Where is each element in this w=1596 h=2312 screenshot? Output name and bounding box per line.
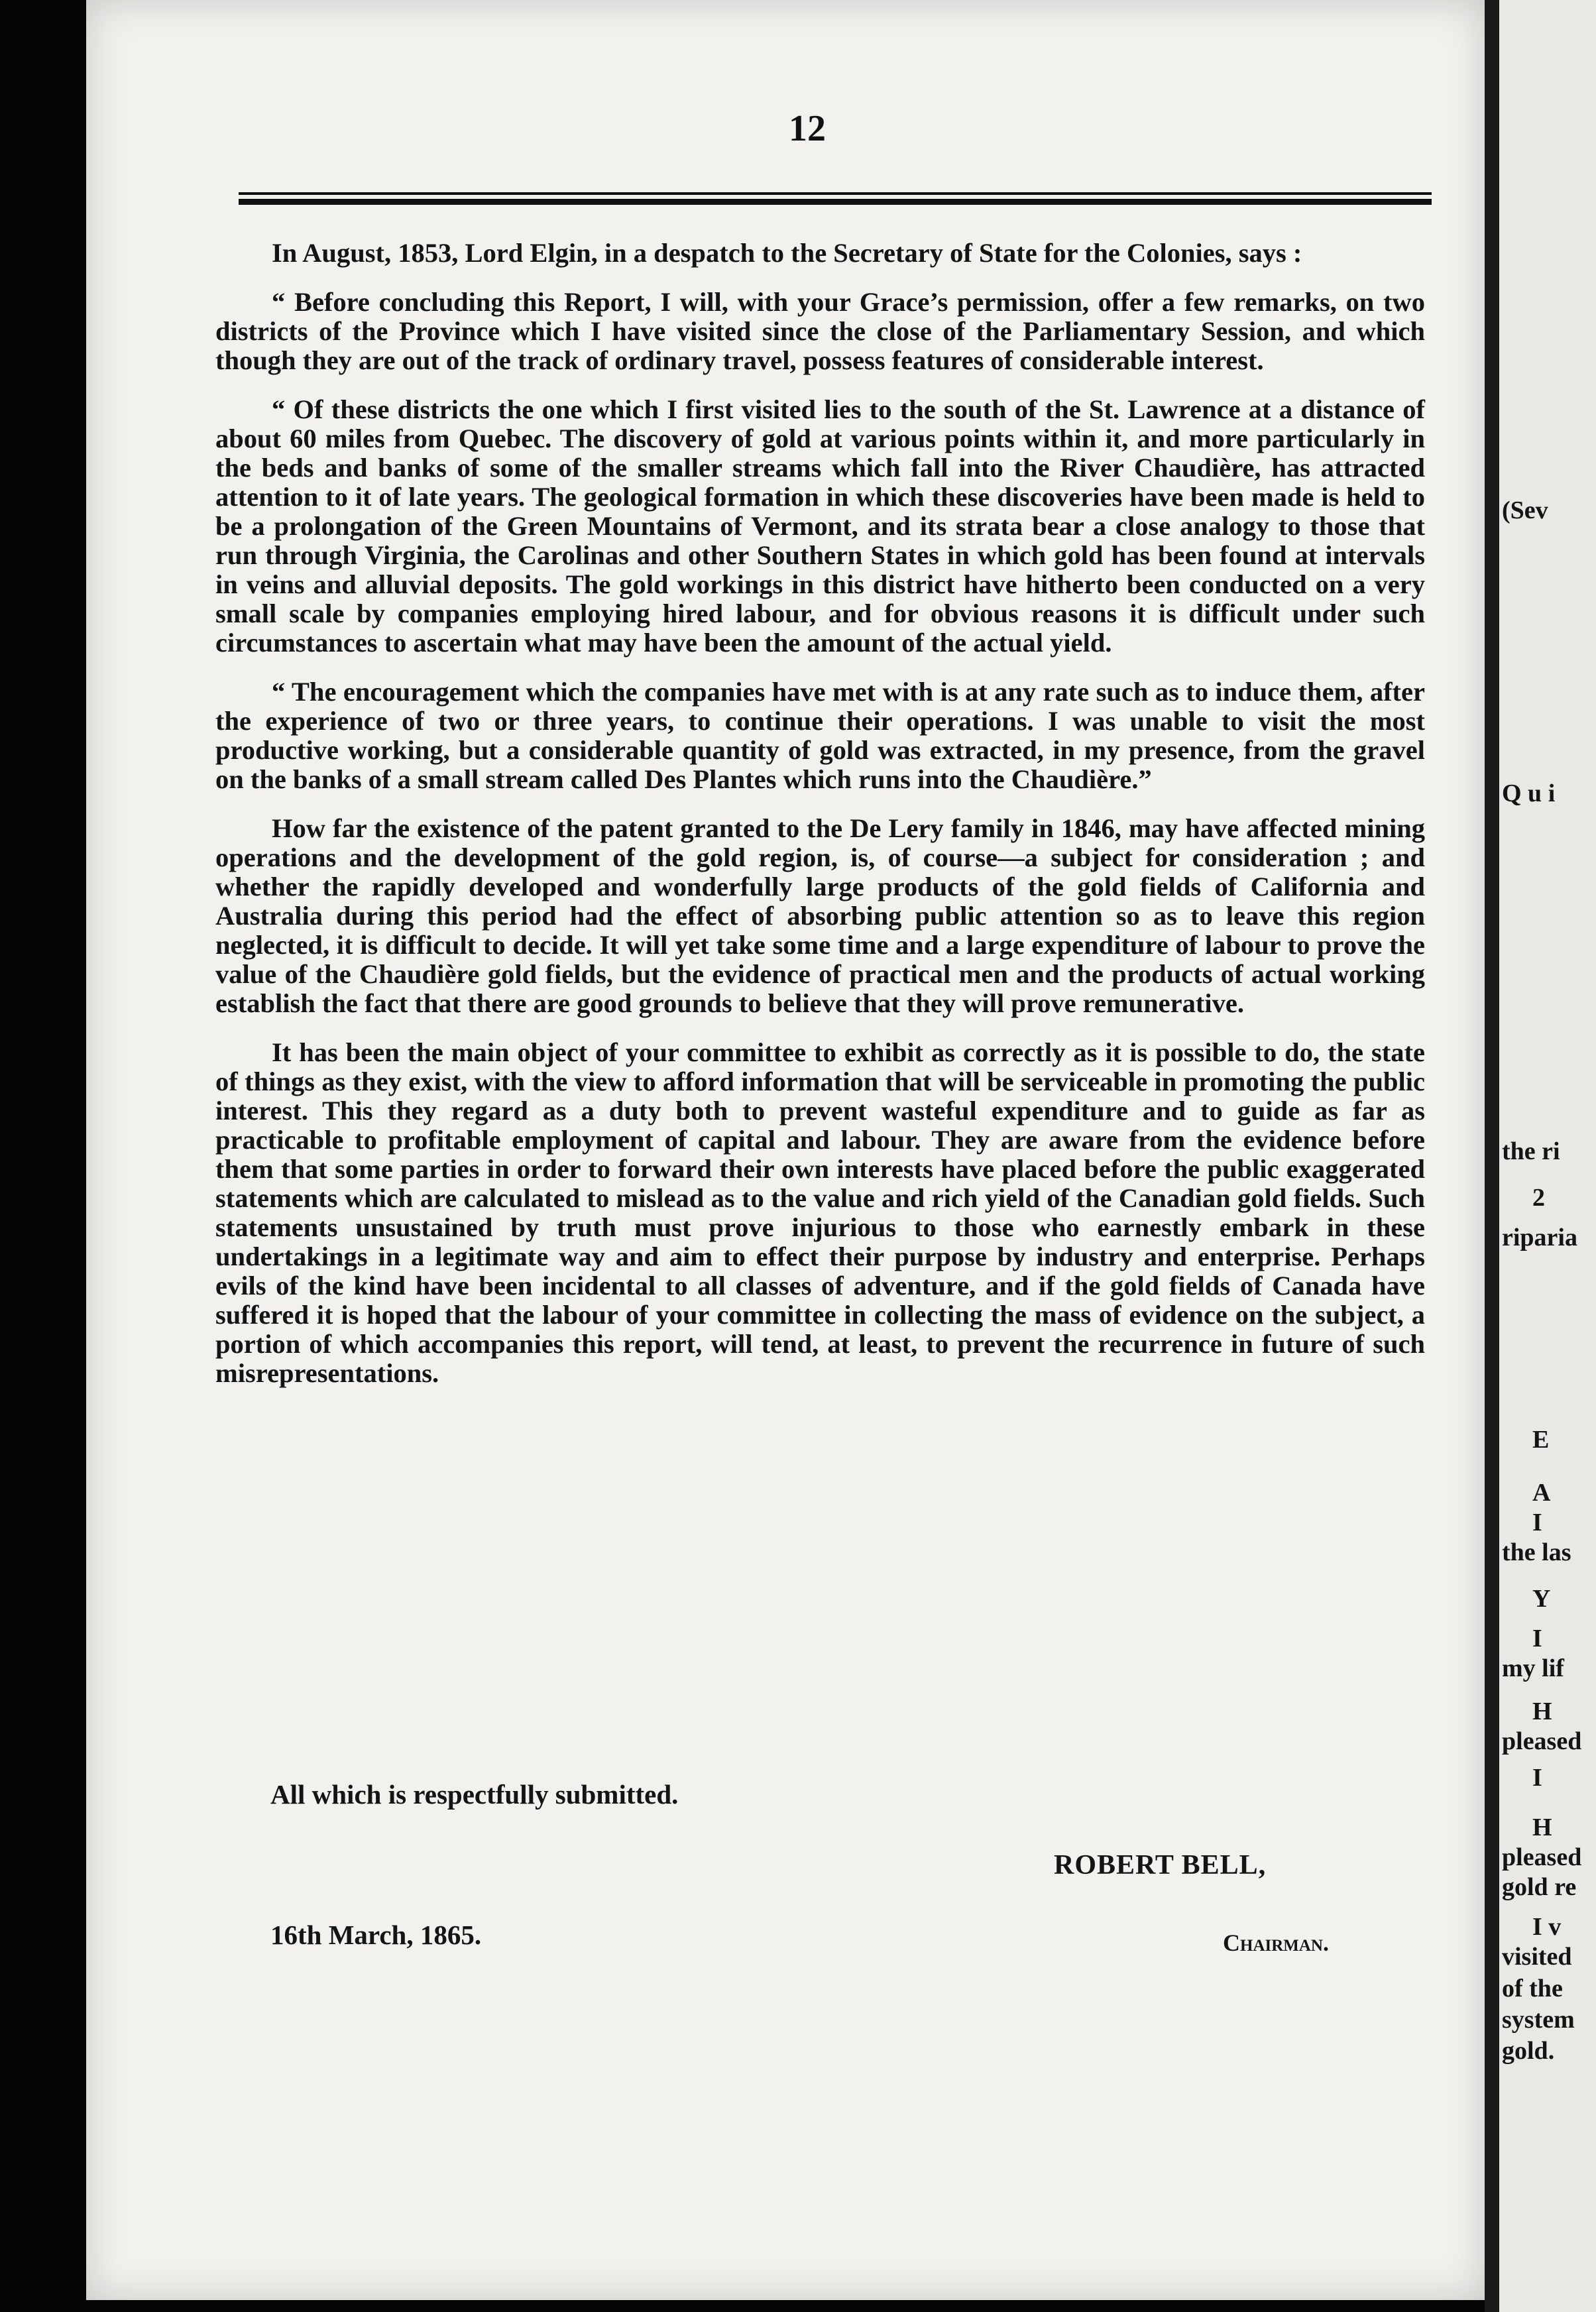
- adjacent-fragment: the las: [1502, 1538, 1571, 1566]
- adjacent-fragment: riparia: [1502, 1224, 1577, 1251]
- adjacent-fragment: system: [1502, 2006, 1575, 2034]
- signatory-title: Chairman.: [1223, 1930, 1329, 1956]
- adjacent-fragment: gold.: [1502, 2037, 1555, 2065]
- adjacent-fragment: pleased: [1502, 1727, 1582, 1755]
- adjacent-fragment: gold re: [1502, 1873, 1577, 1901]
- adjacent-fragment: A: [1532, 1479, 1551, 1507]
- adjacent-fragment: my lif: [1502, 1654, 1564, 1682]
- report-body: [215, 239, 1425, 1408]
- paragraph-quote-2: “ Of these districts the one which I first visited lies to the south of the St. Lawrence at a distance of about 60 miles from Quebec. The discovery of gold at various points within it, and more particularly in the beds and banks of some of the smaller streams which fall into the River Chaudière, has attracted attention to it of late years. The geological formation in which these discoveries have been made is held to be a prolongation of the Green Mountains of Vermont, and its strata bear a close analogy to those that run through Virginia, the Carolinas and other Southern States in which gold has been found at intervals in veins and alluvial deposits. The gold workings in this district have hitherto been conducted on a very small scale by companies employing hired labour, and for obvious reasons it is difficult under such circumstances to ascertain what may have been the amount of the actual yield.: [215, 394, 1425, 658]
- paragraph-quote-3: “ The encouragement which the companies have met with is at any rate such as to induce them, after the experience of two or three years, to continue their operations. I was unable to visit the most productive working, but a considerable quantity of gold was extracted, in my presence, from the gravel on the banks of a small stream called Des Plantes which runs into the Chaudière.”: [215, 677, 1425, 794]
- signatory-name: ROBERT BELL,: [1054, 1850, 1267, 1880]
- header-rule-thick: [239, 199, 1432, 205]
- report-date: 16th March, 1865.: [270, 1920, 482, 1950]
- adjacent-fragment: I: [1532, 1764, 1542, 1792]
- adjacent-fragment: H: [1532, 1814, 1552, 1841]
- adjacent-fragment: pleased: [1502, 1843, 1582, 1871]
- adjacent-fragment: E: [1532, 1426, 1550, 1454]
- paragraph-intro: In August, 1853, Lord Elgin, in a despatch to the Secretary of State for the Colonies, says :: [272, 238, 1302, 268]
- adjacent-fragment: I: [1532, 1625, 1542, 1652]
- adjacent-fragment: (Sev: [1502, 496, 1548, 524]
- adjacent-fragment: 2: [1532, 1184, 1545, 1212]
- paragraph-committee: It has been the main object of your committee to exhibit as correctly as it is possible to do, the state of things as they exist, with the view to afford information that will be serviceable in promoting the public interest. This they regard as a duty both to prevent wasteful expenditure and to guide as far as practicable to profitable employment of capital and labour. They are aware from the evidence before them that some parties in order to forward their own interests have placed before the public exaggerated statements which are calculated to mislead as to the value and rich yield of the Canadian gold fields. Such statements unsustained by truth must prove injurious to those who earnestly embark in these undertakings in a legitimate way and aim to effect their purpose by industry and enterprise. Perhaps evils of the kind have been incidental to all classes of adventure, and if the gold fields of Canada have suffered it is hoped that the labour of your committee in collecting the mass of evidence on the subject, a portion of which accompanies this report, will tend, at least, to prevent the recurrence in future of such misrepresentations.: [215, 1037, 1425, 1388]
- page-gutter: [1485, 0, 1499, 2312]
- adjacent-fragment: Q u i: [1502, 780, 1556, 807]
- page-number: 12: [789, 108, 826, 149]
- adjacent-fragment: H: [1532, 1698, 1552, 1725]
- adjacent-fragment: of the: [1502, 1975, 1563, 2002]
- adjacent-fragment: I v: [1532, 1913, 1562, 1941]
- adjacent-fragment: Y: [1532, 1585, 1551, 1613]
- closing-line: All which is respectfully submitted.: [270, 1779, 679, 1810]
- paragraph-patent: How far the existence of the patent granted to the De Lery family in 1846, may have affected mining operations and the development of the gold region, is, of course—a subject for consideration ; and whether the rapidly developed and wonderfully large products of the gold fields of California and Australia during this period had the effect of absorbing public attention so as to leave this region neglected, it is difficult to decide. It will yet take some time and a large expenditure of labour to prove the value of the Chaudière gold fields, but the evidence of practical men and the products of actual working establish the fact that there are good grounds to believe that they will prove remunerative.: [215, 813, 1425, 1018]
- adjacent-fragment: I: [1532, 1509, 1542, 1536]
- adjacent-fragment: the ri: [1502, 1137, 1560, 1165]
- paragraph-quote-1: “ Before concluding this Report, I will, with your Grace’s permission, offer a few remarks, on two districts of the Province which I have visited since the close of the Parliamentary Session, and which though they are out of the track of ordinary travel, possess features of considerable interest.: [215, 287, 1425, 375]
- adjacent-page-edge: [1499, 0, 1596, 2312]
- adjacent-fragment: visited: [1502, 1943, 1572, 1971]
- header-rule-thin: [239, 192, 1432, 195]
